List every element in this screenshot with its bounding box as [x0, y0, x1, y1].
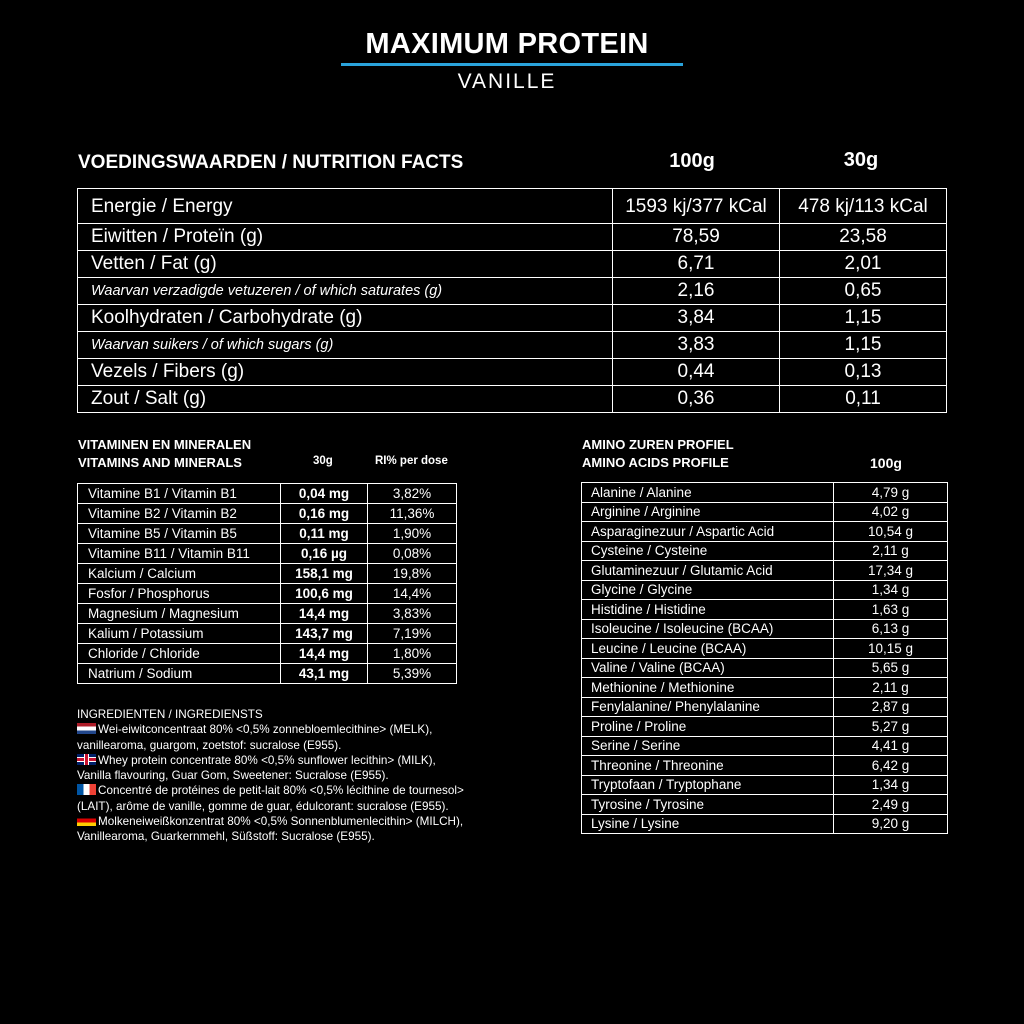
product-title: MAXIMUM PROTEIN — [365, 28, 649, 60]
amino-label: Fenylalanine/ Phenylalanine — [582, 697, 834, 717]
table-row — [582, 522, 948, 542]
table-row — [582, 600, 948, 620]
vitamin-amount: 100,6 mg — [281, 584, 368, 604]
vitamin-amount: 158,1 mg — [281, 564, 368, 584]
product-flavour: VANILLE — [457, 70, 557, 93]
table-row — [78, 359, 947, 386]
table-row — [78, 189, 947, 224]
nutrient-value-30g: 2,01 — [780, 251, 947, 278]
amino-label: Tryptofaan / Tryptophane — [582, 775, 834, 795]
ingredients-de-text: Molkeneiweißkonzentrat 80% <0,5% Sonnenblumenlecithin> (MILCH), Vanillearoma, Guarkernmehl, Süßstoff: Sucralose (E955). — [77, 815, 464, 844]
nutrient-value-100g: 6,71 — [613, 251, 780, 278]
ingredients-heading: INGREDIENTEN / INGREDIENSTS — [77, 708, 263, 721]
vitamin-ri: 1,90% — [368, 524, 457, 544]
amino-label: Alanine / Alanine — [582, 483, 834, 503]
amino-label: Tyrosine / Tyrosine — [582, 795, 834, 815]
table-row — [78, 251, 947, 278]
vitamin-label: Fosfor / Phosphorus — [78, 584, 281, 604]
ingredients-block — [77, 707, 467, 845]
table-row — [78, 524, 457, 544]
amino-value: 10,54 g — [834, 522, 948, 542]
nutrient-value-30g: 478 kj/113 kCal — [780, 189, 947, 224]
germany-flag-icon — [77, 815, 96, 826]
table-row — [78, 386, 947, 413]
table-row — [582, 619, 948, 639]
vitamin-ri: 14,4% — [368, 584, 457, 604]
amino-value: 4,02 g — [834, 502, 948, 522]
vitamin-label: Kalium / Potassium — [78, 624, 281, 644]
vitamin-amount: 0,16 µg — [281, 544, 368, 564]
amino-label: Leucine / Leucine (BCAA) — [582, 639, 834, 659]
vitamins-heading — [78, 436, 251, 472]
vitamin-amount: 43,1 mg — [281, 664, 368, 684]
vitamin-ri: 3,82% — [368, 484, 457, 504]
amino-value: 1,34 g — [834, 580, 948, 600]
table-row — [78, 305, 947, 332]
amino-label: Glutaminezuur / Glutamic Acid — [582, 561, 834, 581]
vitamin-ri: 3,83% — [368, 604, 457, 624]
ingredients-en-text: Whey protein concentrate 80% <0,5% sunflower lecithin> (MILK), Vanilla flavouring, Guar Gom, Sweetener: Sucralose (E955). — [77, 753, 436, 783]
nutrient-label: Vezels / Fibers (g) — [78, 359, 613, 386]
nutrient-value-100g: 3,83 — [613, 332, 780, 359]
title-underline — [341, 63, 683, 66]
uk-flag-icon — [77, 754, 96, 765]
amino-value: 5,27 g — [834, 717, 948, 737]
vitamin-ri: 0,08% — [368, 544, 457, 564]
amino-value: 9,20 g — [834, 814, 948, 834]
vitamin-label: Vitamine B5 / Vitamin B5 — [78, 524, 281, 544]
amino-label: Serine / Serine — [582, 736, 834, 756]
nutrient-value-100g: 0,36 — [613, 386, 780, 413]
nutrition-table — [77, 188, 947, 413]
amino-value: 2,11 g — [834, 678, 948, 698]
vitamin-label: Chloride / Chloride — [78, 644, 281, 664]
amino-label: Arginine / Arginine — [582, 502, 834, 522]
nutrition-heading: VOEDINGSWAARDEN / NUTRITION FACTS — [78, 152, 464, 173]
table-row — [582, 775, 948, 795]
amino-label: Isoleucine / Isoleucine (BCAA) — [582, 619, 834, 639]
nutrient-label: Vetten / Fat (g) — [78, 251, 613, 278]
vitamins-col-ri: RI% per dose — [375, 455, 448, 467]
nutrition-col-100g: 100g — [669, 150, 715, 172]
vitamins-table — [77, 483, 457, 684]
table-row — [78, 484, 457, 504]
amino-value: 2,49 g — [834, 795, 948, 815]
ingredients-de — [77, 814, 467, 845]
table-row — [78, 564, 457, 584]
table-row — [582, 814, 948, 834]
table-row — [78, 664, 457, 684]
amino-value: 17,34 g — [834, 561, 948, 581]
vitamin-label: Kalcium / Calcium — [78, 564, 281, 584]
amino-value: 2,87 g — [834, 697, 948, 717]
nutrient-value-30g: 23,58 — [780, 224, 947, 251]
amino-label: Valine / Valine (BCAA) — [582, 658, 834, 678]
table-row — [582, 697, 948, 717]
table-row — [78, 604, 457, 624]
amino-heading-nl: AMINO ZUREN PROFIEL — [582, 437, 734, 452]
vitamin-ri: 11,36% — [368, 504, 457, 524]
nutrient-value-30g: 0,65 — [780, 278, 947, 305]
ingredients-fr-text: Concentré de protéines de petit-lait 80% <0,5% lécithine de tournesol> (LAIT), arôme de vanille, gomme de guar, édulcorant: sucralose (E955). — [77, 784, 464, 813]
amino-label: Asparaginezuur / Aspartic Acid — [582, 522, 834, 542]
table-row — [582, 658, 948, 678]
amino-heading-en: AMINO ACIDS PROFILE — [582, 455, 729, 470]
amino-table — [581, 482, 948, 834]
amino-value: 1,63 g — [834, 600, 948, 620]
vitamin-label: Vitamine B1 / Vitamin B1 — [78, 484, 281, 504]
vitamins-heading-nl: VITAMINEN EN MINERALEN — [78, 437, 252, 452]
france-flag-icon — [77, 784, 96, 795]
amino-col-100g: 100g — [870, 455, 902, 471]
vitamin-label: Natrium / Sodium — [78, 664, 281, 684]
table-row — [582, 756, 948, 776]
vitamin-label: Magnesium / Magnesium — [78, 604, 281, 624]
amino-label: Glycine / Glycine — [582, 580, 834, 600]
nutrient-sublabel: Waarvan suikers / of which sugars (g) — [78, 332, 613, 359]
nutrition-col-30g: 30g — [843, 149, 879, 171]
vitamin-ri: 5,39% — [368, 664, 457, 684]
amino-label: Methionine / Methionine — [582, 678, 834, 698]
amino-value: 10,15 g — [834, 639, 948, 659]
nutrient-value-100g: 2,16 — [613, 278, 780, 305]
table-row — [582, 483, 948, 503]
ingredients-fr — [77, 783, 467, 814]
ingredients-nl-text: Wei-eiwitconcentraat 80% <0,5% zonnebloemlecithine> (MELK), vanillearoma, guargom, zoetstof: sucralose (E955). — [77, 723, 433, 752]
nutrient-value-30g: 1,15 — [780, 332, 947, 359]
nutrient-value-30g: 0,13 — [780, 359, 947, 386]
nutrient-sublabel: Waarvan verzadigde vetuzeren / of which saturates (g) — [78, 278, 613, 305]
vitamin-ri: 19,8% — [368, 564, 457, 584]
table-row — [78, 224, 947, 251]
vitamin-amount: 143,7 mg — [281, 624, 368, 644]
amino-label: Cysteine / Cysteine — [582, 541, 834, 561]
vitamins-heading-en: VITAMINS AND MINERALS — [78, 455, 242, 470]
amino-label: Lysine / Lysine — [582, 814, 834, 834]
amino-value: 4,41 g — [834, 736, 948, 756]
amino-value: 4,79 g — [834, 483, 948, 503]
vitamin-amount: 14,4 mg — [281, 604, 368, 624]
table-row — [78, 544, 457, 564]
amino-value: 2,11 g — [834, 541, 948, 561]
amino-value: 5,65 g — [834, 658, 948, 678]
netherlands-flag-icon — [77, 723, 96, 734]
table-row — [78, 624, 457, 644]
table-row — [78, 644, 457, 664]
table-row — [582, 561, 948, 581]
nutrient-value-30g: 0,11 — [780, 386, 947, 413]
table-row — [582, 717, 948, 737]
amino-label: Proline / Proline — [582, 717, 834, 737]
amino-heading — [582, 436, 734, 472]
nutrient-label: Koolhydraten / Carbohydrate (g) — [78, 305, 613, 332]
nutrient-value-100g: 78,59 — [613, 224, 780, 251]
amino-label: Threonine / Threonine — [582, 756, 834, 776]
nutrient-label: Zout / Salt (g) — [78, 386, 613, 413]
amino-label: Histidine / Histidine — [582, 600, 834, 620]
table-row — [582, 736, 948, 756]
amino-value: 1,34 g — [834, 775, 948, 795]
nutrient-label: Eiwitten / Proteïn (g) — [78, 224, 613, 251]
table-row — [582, 795, 948, 815]
nutrient-value-30g: 1,15 — [780, 305, 947, 332]
nutrient-label: Energie / Energy — [78, 189, 613, 224]
nutrient-value-100g: 0,44 — [613, 359, 780, 386]
vitamin-amount: 0,11 mg — [281, 524, 368, 544]
amino-value: 6,13 g — [834, 619, 948, 639]
vitamin-label: Vitamine B2 / Vitamin B2 — [78, 504, 281, 524]
ingredients-en — [77, 753, 467, 784]
table-row — [582, 541, 948, 561]
vitamin-amount: 0,16 mg — [281, 504, 368, 524]
vitamin-label: Vitamine B11 / Vitamin B11 — [78, 544, 281, 564]
table-row — [78, 278, 947, 305]
table-row — [78, 504, 457, 524]
ingredients-nl — [77, 722, 467, 753]
vitamin-amount: 14,4 mg — [281, 644, 368, 664]
vitamin-amount: 0,04 mg — [281, 484, 368, 504]
table-row — [582, 678, 948, 698]
vitamin-ri: 7,19% — [368, 624, 457, 644]
table-row — [78, 332, 947, 359]
vitamins-col-30g: 30g — [313, 455, 333, 467]
amino-value: 6,42 g — [834, 756, 948, 776]
nutrient-value-100g: 3,84 — [613, 305, 780, 332]
table-row — [582, 580, 948, 600]
table-row — [582, 639, 948, 659]
vitamin-ri: 1,80% — [368, 644, 457, 664]
nutrient-value-100g: 1593 kj/377 kCal — [613, 189, 780, 224]
table-row — [582, 502, 948, 522]
table-row — [78, 584, 457, 604]
